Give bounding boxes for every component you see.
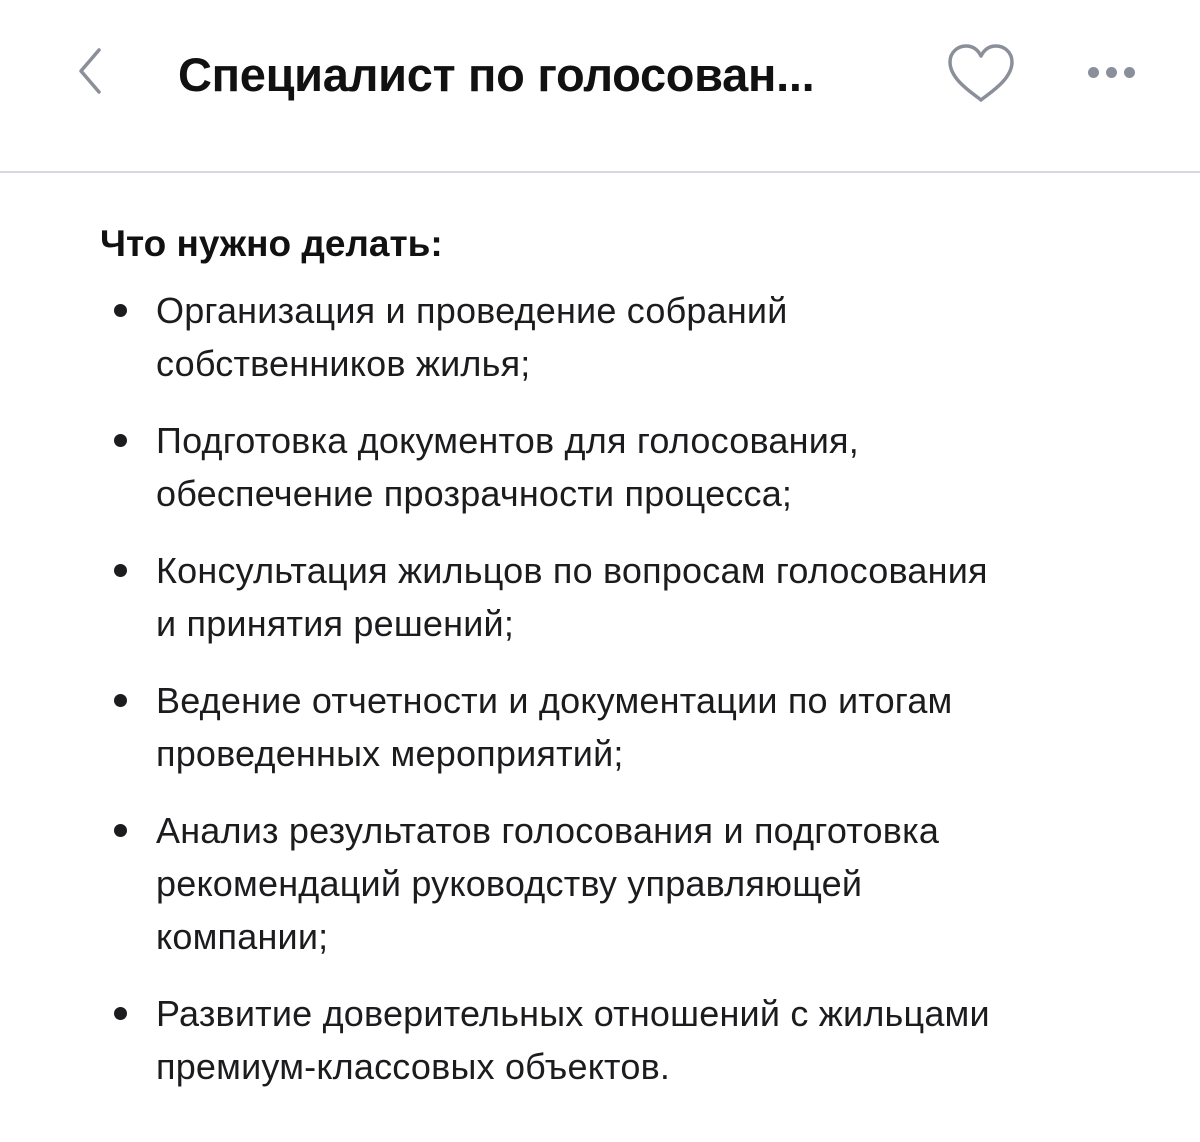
bullet-icon	[114, 564, 127, 577]
more-dot-icon	[1124, 67, 1135, 78]
duty-line: Анализ результатов голосования и подготовка	[156, 810, 940, 851]
chevron-left-icon	[75, 46, 105, 96]
list-item	[100, 284, 1160, 390]
more-options-button[interactable]	[1076, 44, 1146, 100]
duty-line: компании;	[156, 916, 329, 957]
page-title: Специалист по голосован...	[178, 48, 815, 101]
more-dot-icon	[1088, 67, 1099, 78]
duty-line: Организация и проведение собраний	[156, 290, 788, 331]
section-heading: Что нужно делать:	[100, 223, 443, 264]
job-responsibilities-section	[100, 212, 1160, 1117]
duty-line: Консультация жильцов по вопросам голосования	[156, 550, 988, 591]
duty-line: проведенных мероприятий;	[156, 733, 624, 774]
duty-line: Ведение отчетности и документации по итогам	[156, 680, 953, 721]
bullet-icon	[114, 304, 127, 317]
back-button[interactable]	[60, 36, 120, 106]
duty-line: рекомендаций руководству управляющей	[156, 863, 863, 904]
list-item	[100, 674, 1160, 780]
header-divider	[0, 171, 1200, 173]
duty-line: Подготовка документов для голосования,	[156, 420, 859, 461]
more-dot-icon	[1106, 67, 1117, 78]
navigation-bar	[0, 0, 1200, 172]
duty-line: обеспечение прозрачности процесса;	[156, 473, 793, 514]
list-item	[100, 804, 1160, 963]
bullet-icon	[114, 1007, 127, 1020]
duty-line: Развитие доверительных отношений с жильцами	[156, 993, 990, 1034]
heart-icon	[944, 42, 1018, 106]
bullet-icon	[114, 694, 127, 707]
bullet-icon	[114, 824, 127, 837]
list-item	[100, 414, 1160, 520]
duty-line: и принятия решений;	[156, 603, 515, 644]
duty-line: собственников жилья;	[156, 343, 531, 384]
bullet-icon	[114, 434, 127, 447]
list-item	[100, 544, 1160, 650]
favorite-button[interactable]	[938, 36, 1024, 112]
duty-line: премиум-классовых объектов.	[156, 1046, 671, 1087]
duties-list	[100, 284, 1160, 1093]
list-item	[100, 987, 1160, 1093]
